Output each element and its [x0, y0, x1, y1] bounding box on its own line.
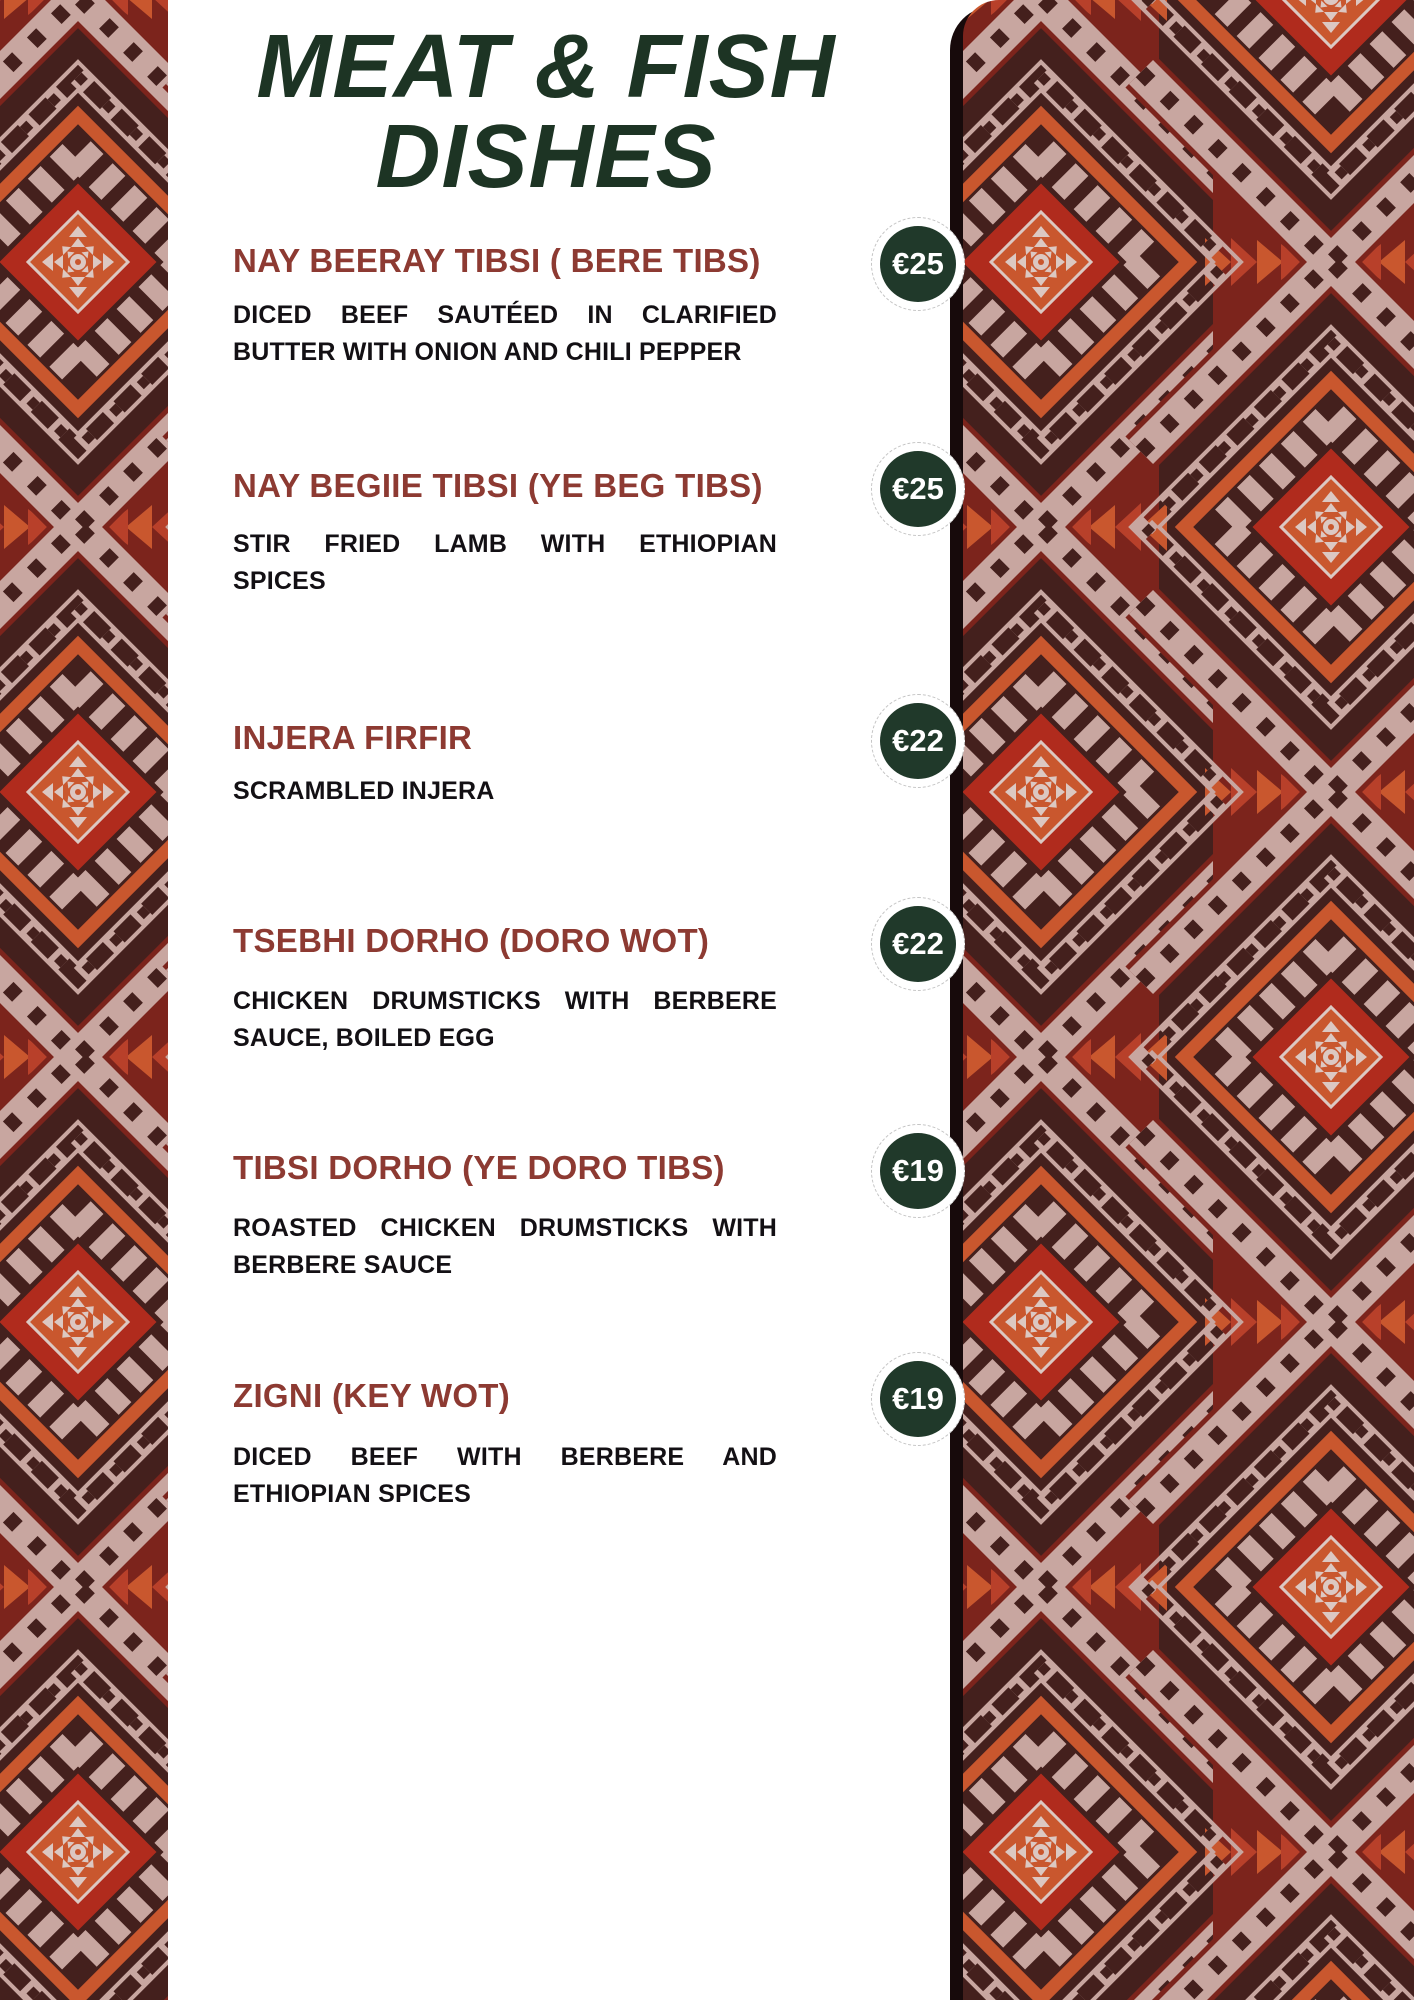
- menu-item-desc-line: ETHIOPIAN SPICES: [233, 1480, 471, 1508]
- menu-item-desc-line: CHICKEN DRUMSTICKS WITH BERBERE: [233, 987, 777, 1015]
- menu-item-desc-line: BERBERE SAUCE: [233, 1251, 453, 1279]
- menu-item-desc-line: SCRAMBLED INJERA: [233, 777, 495, 805]
- page-title: [150, 17, 942, 207]
- menu-item-name: ZIGNI (KEY WOT): [233, 1377, 511, 1414]
- menu-item-desc-line: ROASTED CHICKEN DRUMSTICKS WITH: [233, 1214, 777, 1242]
- menu-item-desc-line: STIR FRIED LAMB WITH ETHIOPIAN: [233, 530, 777, 558]
- menu-item-desc-line: SPICES: [233, 567, 326, 595]
- menu-item-desc: [233, 1439, 777, 1513]
- price-text: €19: [880, 1133, 956, 1209]
- menu-item-desc: [233, 773, 777, 810]
- menu-item-desc: [233, 983, 777, 1057]
- menu-item-name: TSEBHI DORHO (DORO WOT): [233, 922, 710, 959]
- menu-item-name: NAY BEGIIE TIBSI (YE BEG TIBS): [233, 467, 763, 504]
- price-badge: [871, 1352, 965, 1446]
- menu-item-desc: [233, 1210, 777, 1284]
- menu-item-desc: [233, 297, 777, 371]
- price-text: €22: [880, 703, 956, 779]
- page-title-line1: MEAT & FISH: [256, 17, 836, 117]
- ethnic-pattern-left: [0, 0, 168, 2000]
- menu-item-desc: [233, 526, 777, 600]
- menu-item-name: TIBSI DORHO (YE DORO TIBS): [233, 1149, 725, 1186]
- menu-item-desc-line: BUTTER WITH ONION AND CHILI PEPPER: [233, 338, 742, 366]
- price-text: €25: [880, 226, 956, 302]
- menu-item-desc-line: SAUCE, BOILED EGG: [233, 1024, 495, 1052]
- price-text: €19: [880, 1361, 956, 1437]
- menu-item-desc-line: DICED BEEF SAUTÉED IN CLARIFIED: [233, 301, 777, 329]
- price-badge: [871, 897, 965, 991]
- left-textile-border: [0, 0, 168, 2000]
- price-badge: [871, 442, 965, 536]
- menu-item-name: NAY BEERAY TIBSI ( BERE TIBS): [233, 242, 761, 279]
- price-badge: [871, 1124, 965, 1218]
- menu-item-desc-line: DICED BEEF WITH BERBERE AND: [233, 1443, 777, 1471]
- price-text: €25: [880, 451, 956, 527]
- price-badge: [871, 217, 965, 311]
- price-badge: [871, 694, 965, 788]
- right-textile-border: [963, 0, 1414, 2000]
- page-title-line2: DISHES: [375, 107, 717, 207]
- price-text: €22: [880, 906, 956, 982]
- ethnic-pattern-right: [963, 0, 1414, 2000]
- menu-item-name: INJERA FIRFIR: [233, 719, 473, 756]
